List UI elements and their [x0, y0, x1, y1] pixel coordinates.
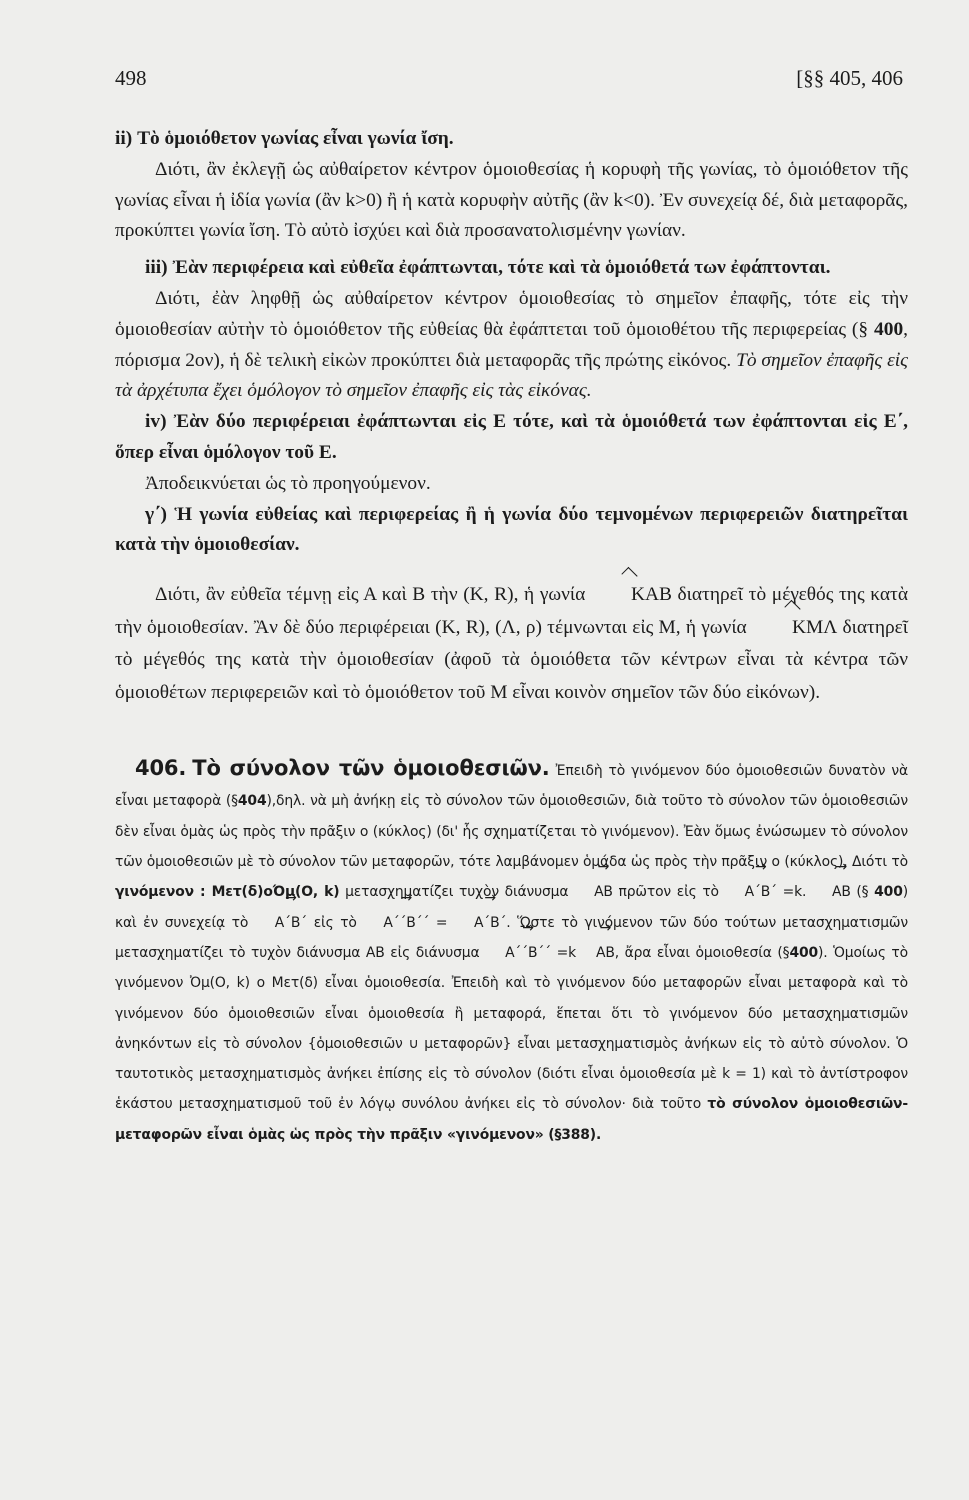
section-406: 406. Τὸ σύνολον τῶν ὁμοιοθεσιῶν. Ἐπειδὴ τὸ γινόμενον δύο ὁμοιοθεσιῶν δυνατὸν νὰ εἶναι μεταφορὰ (§404),δηλ. νὰ μὴ ἀνήκῃ εἰς τὸ σύνολον τῶν ὁμοιοθεσιῶν, διὰ τοῦτο τὸ σύνολον τῶν ὁμοιοθεσιῶν δὲν εἶναι ὁμὰς ὡς πρὸς τὴν πρᾶξιν ο (κύκλος) (δι' ἧς σχηματίζεται τὸ γινόμενον). Ἐὰν ὅμως ἐνώσωμεν τὸ σύνολον τῶν ὁμοιοθεσιῶν μὲ τὸ σύνολον τῶν μεταφορῶν, τότε λαμβάνομεν ὁμάδα ὡς πρὸς τὴν πρᾶξιν ο (κύκλος). Διότι τὸ γινόμενον : Μετ(δ)οΌμ(Ο, k) μετασχηματίζει τυχὸν διάνυσμα → ΑΒ πρῶτον εἰς τὸ → Α΄Β΄ =k. → ΑΒ (§ 400) καὶ ἐν συνεχείᾳ τὸ → Α΄Β΄ εἰς τὸ → Α΄΄Β΄΄ = → Α΄Β΄. Ὥστε τὸ γινόμενον τῶν δύο τούτων μετασχηματισμῶν μετασχηματίζει τὸ τυχὸν διάνυσμα ΑΒ εἰς διάνυσμα → Α΄΄Β΄΄ =k→ ΑΒ, ἄρα εἶναι ὁμοιοθεσία (§400). Ὁμοίως τὸ γινόμενον Ὀμ(Ο, k) ο Μετ(δ) εἶναι ὁμοιοθεσία. Ἐπειδὴ καὶ τὸ γινόμενον δύο μεταφορῶν εἶναι μεταφορὰ καὶ τὸ γινόμενον δύο ὁμοιοθεσιῶν εἶναι ὁμοιοθεσία ἢ μεταφορά, ἕπεται ὅτι τὸ γινόμενον δύο μετασχηματισμῶν ἀνηκόντων εἰς τὸ σύνολον {ὁμοιοθεσιῶν ∪ μεταφορῶν} εἶναι μετασχηματισμὸς ἀνήκων εἰς τὸ αὐτὸ σύνολον. Ὁ ταυτοτικὸς μετασχηματισμὸς ἀνήκει ἐπίσης εἰς τὸ σύνολον (διότι εἶναι ὁμοιοθεσία μὲ k = 1) καὶ τὸ ἀντίστροφον ἑκάστου μετασχηματισμοῦ τοῦ ἐν λόγῳ συνόλου ἀνήκει εἰς τὸ σύνολον· διὰ τοῦτο τὸ σύνολον ὁμοιοθεσιῶν-μεταφορῶν εἶναι ὁμὰς ὡς πρὸς τὴν πρᾶξιν «γινόμενον» (§388).	[115, 753, 908, 1150]
section-reference: [§§ 405, 406	[796, 66, 903, 90]
page-header	[115, 66, 903, 91]
statement-ii: ii) Τὸ ὁμοιόθετον γωνίας εἶναι γωνία ἴση.	[115, 128, 454, 149]
statement-iv: iv) Ἐὰν δύο περιφέρειαι ἐφάπτωνται εἰς Ε τότε, καὶ τὰ ὁμοιόθετά των ἐφάπτονται εἰς Ε΄, ὅπερ εἶναι ὁμόλογον τοῦ Ε.	[115, 411, 908, 463]
section-406-number: 406.	[135, 756, 187, 781]
statement-iii: iii) Ἐὰν περιφέρεια καὶ εὐθεῖα ἐφάπτωνται, τότε καὶ τὰ ὁμοιόθετά των ἐφάπτονται.	[145, 257, 831, 279]
statement-gamma: γ΄) Ἡ γωνία εὐθείας καὶ περιφερείας ἢ ἡ γωνία δύο τεμνομένων περιφερειῶν διατηρεῖται κατὰ τὴν ὁμοιοθεσίαν.	[115, 503, 908, 556]
proof-gamma: Διότι, ἂν εὐθεῖα τέμνῃ εἰς Α καὶ Β τὴν (Κ, R), ἡ γωνία ΚΑΒ διατηρεῖ τὸ μέγεθός της κατὰ τὴν ὁμοιοθεσίαν. Ἂν δὲ δύο περιφέρειαι (Κ, R), (Λ, ρ) τέμνωνται εἰς Μ, ἡ γωνία ΚΜΛ διατηρεῖ τὸ μέγεθός της κατὰ τὴν ὁμοιοθεσίαν (ἀφοῦ τὰ ὁμοιόθετα τῶν κέντρων εἶναι τὰ κέντρα τῶν ὁμοιοθέτων περιφερειῶν καὶ τὸ ὁμοιόθετον τοῦ Μ εἶναι κοινὸν σημεῖον τῶν δύο εἰκόνων).	[115, 579, 908, 709]
vector-a2b2: → Α΄΄Β΄΄	[363, 908, 429, 938]
page-number: 498	[115, 66, 147, 90]
angle-kml: ΚΜΛ	[752, 612, 837, 645]
vector-a1b1: → Α΄Β΄	[725, 877, 777, 907]
proof-ii: Διότι, ἂν ἐκλεγῇ ὡς αὐθαίρετον κέντρον ὁμοιοθεσίας ἡ κορυφὴ τῆς γωνίας, τὸ ὁμοιόθετον τῆς γωνίας εἶναι ἡ ἰδία γωνία (ἂν k>0) ἢ ἡ κατὰ κορυφὴν αὐτῆς (ἂν k<0). Ἐν συνεχείᾳ δέ, διὰ μεταφορᾶς, προκύπτει γωνία ἴση. Τὸ αὐτὸ ἰσχύει καὶ διὰ προσανατολισμένην γωνίαν.	[115, 158, 908, 242]
angle-kab: ΚΑΒ	[591, 579, 672, 612]
proof-iv: Ἀποδεικνύεται ὡς τὸ προηγούμενον.	[145, 472, 431, 494]
proof-iii: Διότι, ἐὰν ληφθῇ ὡς αὐθαίρετον κέντρον ὁμοιοθεσίας τὸ σημεῖον ἐπαφῆς, τότε εἰς τὴν ὁμοιοθεσίαν αὐτὴν τὸ ὁμοιόθετον τῆς εὐθείας θὰ ἐφάπτεται τοῦ ὁμοιοθέτου τῆς περιφερείας (§ 400, πόρισμα 2ον), ἡ δὲ τελικὴ εἰκὼν προκύπτει διὰ μεταφορᾶς τῆς πρώτης εἰκόνος. Τὸ σημεῖον ἐπαφῆς εἰς τὰ ἀρχέτυπα ἔχει ὁμόλογον τὸ σημεῖον ἐπαφῆς εἰς τὰς εἰκόνας.	[115, 287, 908, 402]
section-406-title: Τὸ σύνολον τῶν ὁμοιοθεσιῶν.	[192, 756, 550, 781]
vector-ab: → ΑΒ	[574, 877, 613, 907]
proof-iii-conclusion: Τὸ σημεῖον ἐπαφῆς εἰς τὰ ἀρχέτυπα ἔχει ὁμόλογον τὸ σημεῖον ἐπαφῆς εἰς τὰς εἰκόνας.	[115, 349, 908, 402]
section-406-conclusion: τὸ σύνολον ὁμοιοθεσιῶν-μεταφορῶν εἶναι ὁμὰς ὡς πρὸς τὴν πρᾶξιν «γινόμενον» (§388).	[115, 1096, 908, 1143]
page-content	[115, 124, 908, 1150]
